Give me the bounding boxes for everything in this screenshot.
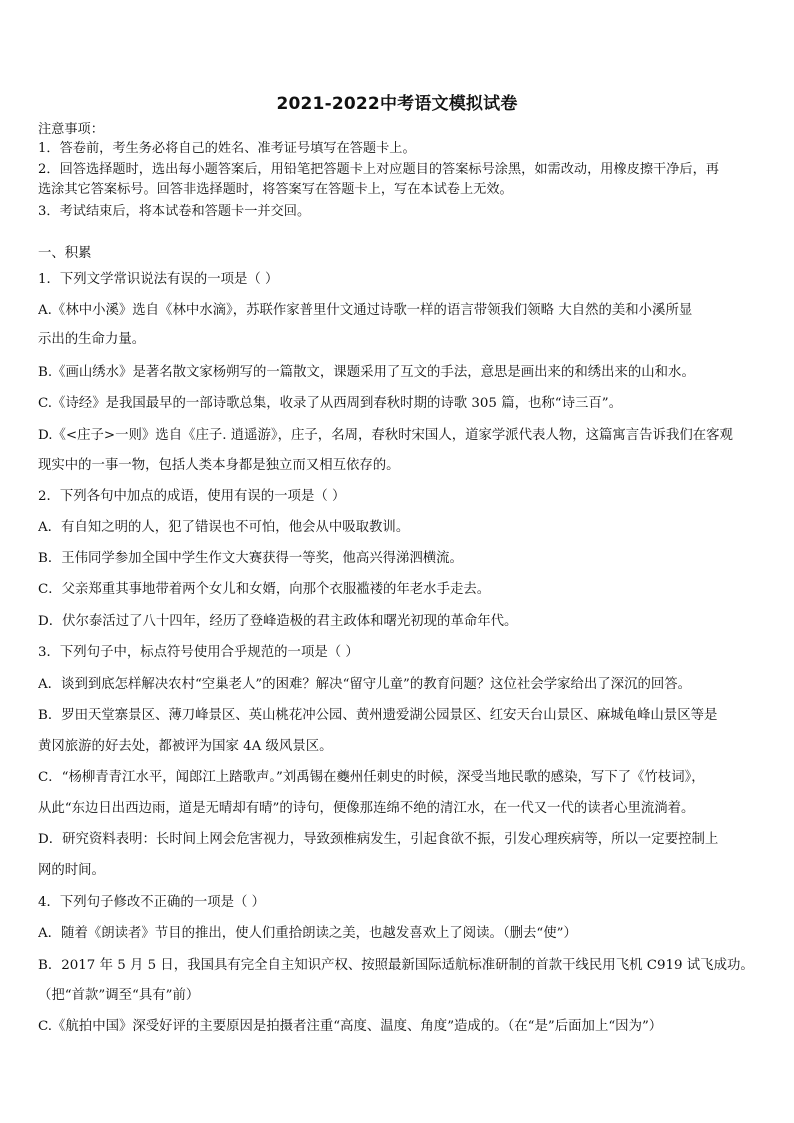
notice-item: 3．考试结束后，将本试卷和答题卡一并交回。 <box>38 204 311 219</box>
question-stem: 1．下列文学常识说法有误的一项是（ ） <box>38 272 279 287</box>
option-c: C.《航拍中国》深受好评的主要原因是拍摄者注重“高度、温度、角度”造成的。（在“是”后面加上“因为”） <box>38 1019 663 1034</box>
option-d-cont: 现实中的一事一物，包括人类本身都是独立而又相互依存的。 <box>38 458 400 473</box>
option-b-cont: （把“首款”调至“具有”前） <box>38 988 200 1003</box>
section-heading: 一、积累 <box>38 246 92 261</box>
option-c: C．父亲郑重其事地带着两个女儿和女婿，向那个衣服褴褛的年老水手走去。 <box>38 582 491 597</box>
page-title: 2021-2022中考语文模拟试卷 <box>276 94 518 114</box>
option-b: B.《画山绣水》是著名散文家杨朔写的一篇散文，课题采用了互文的手法，意思是画出来的和绣出来的山和水。 <box>38 365 695 380</box>
option-b: B．王伟同学参加全国中学生作文大赛获得一等奖，他高兴得涕泗横流。 <box>38 551 463 566</box>
option-a-cont: 示出的生命力量。 <box>38 332 146 347</box>
option-d: D.《<庄子>一则》选自《庄子. 逍遥游》，庄子，名周，春秋时宋国人，道家学派代表人物，这篇寓言告诉我们在客观 <box>38 428 733 443</box>
notice-heading: 注意事项： <box>38 122 104 137</box>
option-d: D．研究资料表明：长时间上网会危害视力，导致颈椎病发生，引起食欲不振，引发心理疾病等，所以一定要控制上 <box>38 832 719 847</box>
option-d: D．伏尔泰活过了八十四年，经历了登峰造极的君主政体和曙光初现的革命年代。 <box>38 614 518 629</box>
notice-item: 2．回答选择题时，选出每小题答案后，用铅笔把答题卡上对应题目的答案标号涂黑，如需改动，用橡皮擦干净后，再 <box>38 162 719 177</box>
option-c: C．“杨柳青青江水平，闻郎江上踏歌声。”刘禹锡在夔州任刺史的时候，深受当地民歌的感染，写下了《竹枝词》， <box>38 770 705 785</box>
option-b: B．罗田天堂寨景区、薄刀峰景区、英山桃花冲公园、黄州遗爱湖公园景区、红安天台山景区、麻城龟峰山景区等是 <box>38 708 718 723</box>
option-a: A．随着《朗读者》节目的推出，使人们重拾朗读之美，也越发喜欢上了阅读。（删去“使”） <box>38 926 577 941</box>
option-a: A.《林中小溪》选自《林中水滴》，苏联作家普里什文通过诗歌一样的语言带领我们领略 大自然的美和小溪所显 <box>38 303 693 318</box>
question-stem: 3．下列句子中，标点符号使用合乎规范的一项是（ ） <box>38 645 359 660</box>
notice-item: 1．答卷前，考生务必将自己的姓名、准考证号填写在答题卡上。 <box>38 141 416 156</box>
option-b-cont: 黄冈旅游的好去处，都被评为国家 4A 级风景区。 <box>38 739 333 754</box>
option-c-cont: 从此“东边日出西边雨，道是无晴却有晴”的诗句，便像那连绵不绝的清江水，在一代又一代的读者心里流淌着。 <box>38 801 695 816</box>
notice-item: 选涂其它答案标号。回答非选择题时，将答案写在答题卡上，写在本试卷上无效。 <box>38 182 513 197</box>
question-stem: 4．下列句子修改不正确的一项是（ ） <box>38 895 266 910</box>
option-a: A．有自知之明的人，犯了错误也不可怕，他会从中吸取教训。 <box>38 520 410 535</box>
option-c: C.《诗经》是我国最早的一部诗歌总集，收录了从西周到春秋时期的诗歌 305 篇，也称“诗三百”。 <box>38 396 623 411</box>
option-a: A．谈到到底怎样解决农村“空巢老人”的困难？解决“留守儿童”的教育问题？这位社会学家给出了深沉的回答。 <box>38 677 692 692</box>
option-d-cont: 网的时间。 <box>38 863 105 878</box>
question-stem: 2．下列各句中加点的成语，使用有误的一项是（ ） <box>38 489 346 504</box>
option-b: B．2017 年 5 月 5 日，我国具有完全自主知识产权、按照最新国际适航标准研制的首款干线民用飞机 C919 试飞成功。 <box>38 958 754 973</box>
